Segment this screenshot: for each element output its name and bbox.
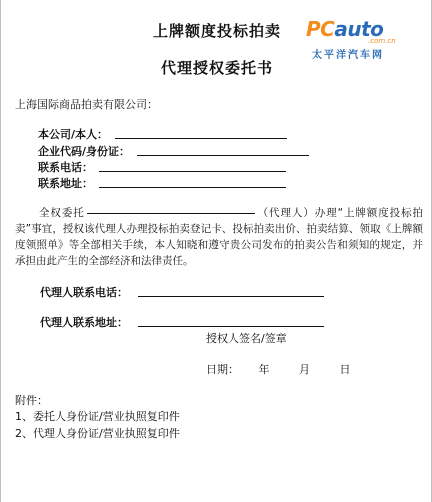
agent-address-label: 代理人联系地址：	[40, 316, 128, 329]
field-label: 联系电话：	[38, 161, 93, 174]
document-title-line2: 代理授权委托书	[160, 59, 273, 77]
authorization-paragraph	[15, 205, 423, 269]
date-day: 日	[339, 363, 351, 376]
attachment-item: 2、代理人身份证/营业执照复印件	[15, 427, 180, 440]
attachments-title: 附件：	[15, 394, 48, 407]
field-address	[38, 175, 93, 189]
date-year: 年	[258, 363, 270, 376]
logo-wordmark	[306, 18, 414, 42]
agent-phone-row	[40, 284, 128, 298]
field-underline	[99, 187, 286, 188]
attachment-item: 1、委托人身份证/营业执照复印件	[15, 410, 180, 423]
field-underline	[115, 138, 287, 139]
date-month: 月	[299, 363, 310, 376]
logo-text-blue: auto	[334, 17, 384, 41]
addressee: 上海国际商品拍卖有限公司：	[15, 98, 158, 111]
agent-address-row	[40, 314, 128, 328]
logo-cn-name: 太平洋汽车网	[312, 50, 384, 61]
field-id-code	[38, 143, 130, 157]
pcauto-logo	[306, 17, 414, 61]
agent-phone-label: 代理人联系电话：	[40, 286, 128, 299]
date-row	[206, 361, 351, 377]
field-underline	[99, 171, 286, 172]
document-title-line1: 上牌额度投标拍卖	[152, 22, 281, 40]
logo-domain: .com.cn	[368, 37, 396, 45]
field-label: 企业代码/身份证：	[38, 145, 131, 158]
agent-name-blank	[87, 213, 255, 214]
agent-phone-underline	[138, 296, 324, 297]
paragraph-prefix: 全权委托	[39, 207, 85, 219]
paragraph-suffix: （代理人）办理“上牌额度投标拍卖”事宜，授权该代理人办理投标拍卖登记卡、投标拍卖出价、拍卖结算、领取《上牌额度领照单》等全部相关手续，本人知晓和遵守贵公司发布的拍卖公告和须知的规定，并承担由此产生的全部经济和法律责任。	[15, 207, 423, 267]
agent-address-underline	[138, 326, 324, 327]
field-phone	[38, 159, 93, 173]
date-label: 日期：	[206, 363, 239, 376]
field-underline	[137, 155, 309, 156]
field-label: 本公司/本人：	[38, 128, 109, 141]
signature-label: 授权人签名/签章	[206, 332, 287, 345]
logo-text-orange: PC	[306, 17, 335, 41]
field-label: 联系地址：	[38, 177, 93, 190]
field-company-person	[38, 126, 108, 140]
